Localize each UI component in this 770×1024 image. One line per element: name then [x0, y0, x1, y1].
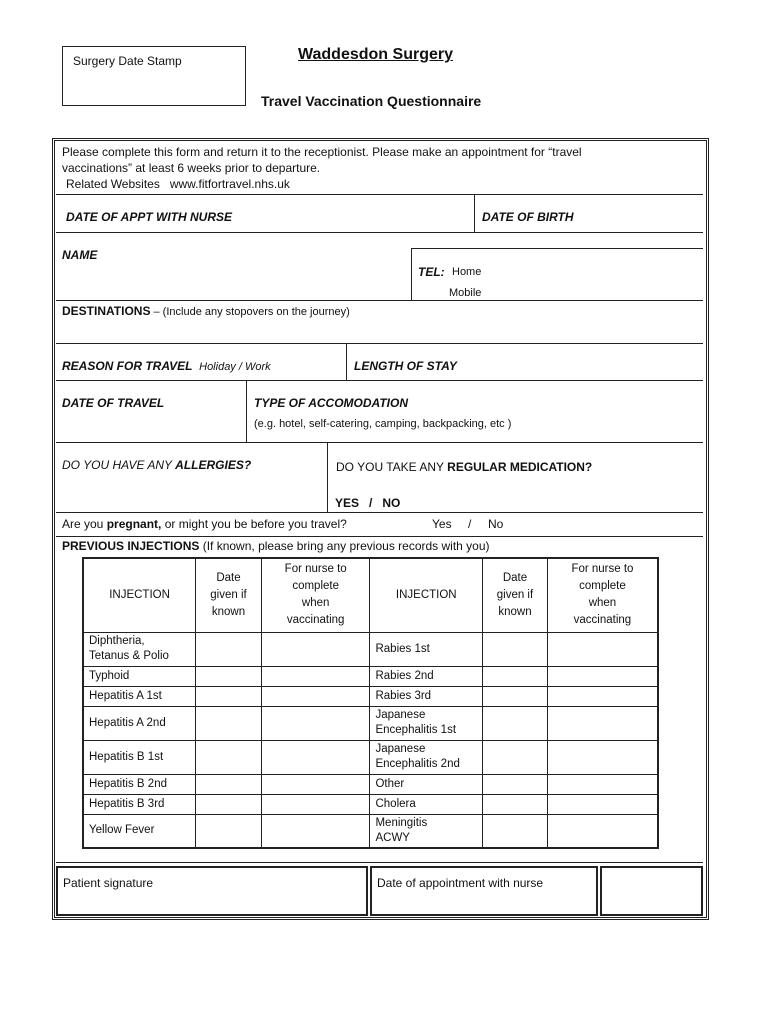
dob-label: DATE OF BIRTH — [482, 210, 574, 224]
tel-home-label: Home — [452, 266, 482, 278]
tel-label: TEL: — [418, 265, 445, 279]
nurse-cell[interactable] — [261, 666, 370, 686]
destinations-note: – (Include any stopovers on the journey) — [150, 306, 350, 318]
divider — [411, 248, 412, 300]
stamp-label: Surgery Date Stamp — [73, 54, 182, 68]
divider — [346, 343, 347, 380]
form-title: Travel Vaccination Questionnaire — [261, 93, 482, 109]
previous-injections-label: PREVIOUS INJECTIONS — [62, 539, 200, 553]
date-given-cell-right[interactable] — [483, 794, 548, 814]
divider — [411, 248, 703, 249]
divider — [56, 536, 703, 537]
nurse-cell-right[interactable] — [547, 794, 658, 814]
date-given-cell[interactable] — [196, 814, 262, 848]
accommodation-note: (e.g. hotel, self-catering, camping, backpacking, etc ) — [254, 418, 512, 430]
divider — [56, 442, 703, 443]
tel-mobile-label: Mobile — [449, 287, 482, 299]
nurse-cell-right[interactable] — [547, 666, 658, 686]
allergies-bold: ALLERGIES? — [175, 458, 252, 472]
injection-name: Diphtheria, Tetanus & Polio — [83, 632, 196, 666]
medication-bold: REGULAR MEDICATION? — [447, 460, 593, 474]
nurse-cell-right[interactable] — [547, 706, 658, 740]
divider — [56, 862, 703, 863]
nurse-cell-right[interactable] — [547, 740, 658, 774]
pregnant-slash: / — [468, 517, 472, 531]
nurse-cell-right[interactable] — [547, 814, 658, 848]
injection-name-right: Rabies 1st — [370, 632, 483, 666]
medication-prefix: DO YOU TAKE ANY — [336, 460, 448, 474]
nurse-column-header-right: For nurse to complete when vaccinating — [547, 558, 658, 632]
table-row — [83, 666, 658, 686]
date-given-cell[interactable] — [196, 794, 262, 814]
divider — [56, 232, 703, 233]
destinations-label: DESTINATIONS — [62, 304, 151, 318]
nurse-cell-right[interactable] — [547, 632, 658, 666]
medication-question — [336, 460, 592, 474]
injection-name: Hepatitis A 1st — [83, 686, 196, 706]
injection-name: Hepatitis B 2nd — [83, 774, 196, 794]
destinations-row — [62, 304, 350, 318]
appointment-date-entry[interactable] — [600, 866, 703, 916]
date-given-cell[interactable] — [196, 666, 262, 686]
injection-name-right: Rabies 3rd — [370, 686, 483, 706]
injection-name: Yellow Fever — [83, 814, 196, 848]
divider — [56, 343, 703, 344]
injection-name-right: Other — [370, 774, 483, 794]
appointment-date-label: Date of appointment with nurse — [377, 876, 544, 890]
table-row — [83, 794, 658, 814]
signature-box[interactable] — [56, 866, 368, 916]
date-given-cell-right[interactable] — [483, 666, 548, 686]
nurse-column-header: For nurse to complete when vaccinating — [261, 558, 370, 632]
nurse-cell[interactable] — [261, 814, 370, 848]
divider — [56, 300, 703, 301]
intro-line-2: vaccinations” at least 6 weeks prior to departure. — [62, 161, 321, 175]
injection-name: Hepatitis B 3rd — [83, 794, 196, 814]
nurse-cell-right[interactable] — [547, 686, 658, 706]
appointment-date-box[interactable] — [370, 866, 598, 916]
nurse-cell[interactable] — [261, 794, 370, 814]
date-given-cell-right[interactable] — [483, 774, 548, 794]
date-of-travel-label: DATE OF TRAVEL — [62, 396, 165, 410]
date-given-cell-right[interactable] — [483, 686, 548, 706]
surgery-name: Waddesdon Surgery — [298, 46, 453, 63]
table-row — [83, 706, 658, 740]
date-given-cell[interactable] — [196, 686, 262, 706]
pregnant-suffix: or might you be before you travel? — [161, 517, 347, 531]
date-given-cell[interactable] — [196, 774, 262, 794]
name-label: NAME — [62, 248, 98, 262]
divider — [474, 194, 475, 232]
nurse-cell[interactable] — [261, 632, 370, 666]
injection-name: Hepatitis A 2nd — [83, 706, 196, 740]
allergies-prefix: DO YOU HAVE ANY — [62, 458, 176, 472]
injection-name: Hepatitis B 1st — [83, 740, 196, 774]
divider — [56, 512, 703, 513]
pregnant-bold: pregnant, — [106, 517, 162, 531]
injection-name-right: Rabies 2nd — [370, 666, 483, 686]
allergies-question — [62, 458, 251, 472]
accommodation-label: TYPE OF ACCOMODATION — [254, 396, 408, 410]
table-header-row — [83, 558, 658, 632]
date-given-cell-right[interactable] — [483, 740, 548, 774]
table-row — [83, 774, 658, 794]
injection-name: Typhoid — [83, 666, 196, 686]
nurse-cell-right[interactable] — [547, 774, 658, 794]
injection-name-right: Japanese Encephalitis 2nd — [370, 740, 483, 774]
injection-table — [82, 557, 659, 849]
surgery-date-stamp-box — [62, 46, 246, 106]
date-given-column-header-right: Date given if known — [483, 558, 548, 632]
nurse-cell[interactable] — [261, 774, 370, 794]
intro-line-1: Please complete this form and return it to the receptionist. Please make an appointment for “travel — [62, 145, 582, 159]
injection-column-header-right: INJECTION — [370, 558, 483, 632]
table-row — [83, 632, 658, 666]
signature-label: Patient signature — [63, 876, 154, 890]
reason-label: REASON FOR TRAVEL — [62, 359, 193, 373]
pregnant-yes[interactable]: Yes — [432, 517, 452, 531]
date-given-cell-right[interactable] — [483, 632, 548, 666]
date-given-cell[interactable] — [196, 632, 262, 666]
table-row — [83, 814, 658, 848]
divider — [56, 380, 703, 381]
divider — [246, 380, 247, 442]
reason-options: Holiday / Work — [199, 361, 271, 373]
medication-yes-no[interactable]: YES / NO — [335, 496, 401, 510]
nurse-cell[interactable] — [261, 686, 370, 706]
reason-row — [62, 359, 271, 373]
injection-name-right: Japanese Encephalitis 1st — [370, 706, 483, 740]
nurse-cell[interactable] — [261, 706, 370, 740]
date-given-cell-right[interactable] — [483, 814, 548, 848]
websites-url[interactable]: www.fitfortravel.nhs.uk — [169, 177, 290, 191]
related-websites — [66, 177, 290, 191]
date-appt-label: DATE OF APPT WITH NURSE — [66, 210, 232, 224]
date-given-column-header: Date given if known — [196, 558, 262, 632]
date-given-cell-right[interactable] — [483, 706, 548, 740]
divider — [56, 194, 703, 195]
previous-injections-note: (If known, please bring any previous records with you) — [199, 539, 490, 553]
nurse-cell[interactable] — [261, 740, 370, 774]
table-row — [83, 686, 658, 706]
date-given-cell[interactable] — [196, 706, 262, 740]
previous-injections-heading — [62, 539, 490, 553]
pregnant-no[interactable]: No — [488, 517, 504, 531]
websites-label: Related Websites — [66, 177, 160, 191]
length-of-stay-label: LENGTH OF STAY — [354, 359, 457, 373]
injection-column-header: INJECTION — [83, 558, 196, 632]
pregnant-prefix: Are you — [62, 517, 107, 531]
injection-name-right: Cholera — [370, 794, 483, 814]
date-given-cell[interactable] — [196, 740, 262, 774]
table-row — [83, 740, 658, 774]
injection-name-right: Meningitis ACWY — [370, 814, 483, 848]
divider — [327, 442, 328, 512]
pregnant-question — [62, 517, 347, 531]
